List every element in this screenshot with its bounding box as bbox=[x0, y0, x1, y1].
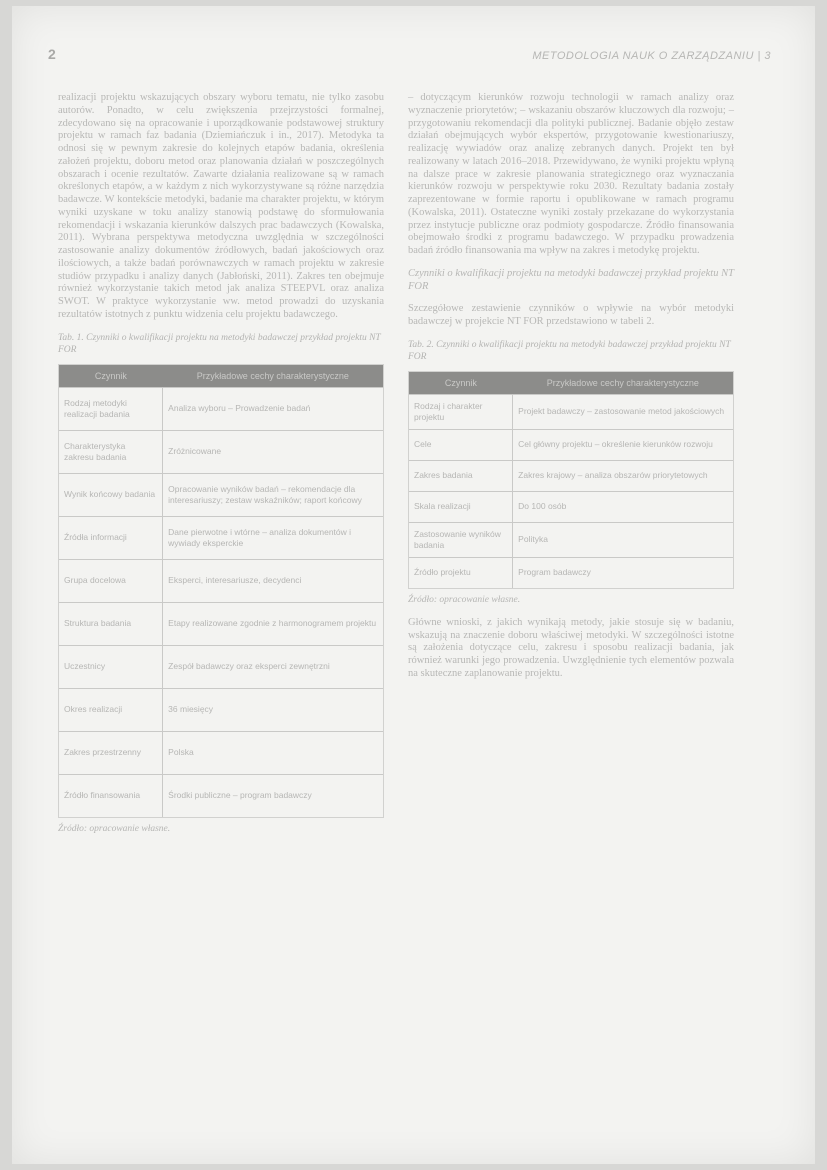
table-row bbox=[59, 731, 383, 774]
right-column bbox=[408, 92, 734, 691]
table-cell: Zakres krajowy – analiza obszarów priorytetowych bbox=[513, 460, 733, 491]
table-2 bbox=[408, 371, 734, 589]
table-cell: Polska bbox=[163, 731, 383, 774]
table-row bbox=[59, 645, 383, 688]
table-cell: Opracowanie wyników badań – rekomendacje dla interesariuszy; zestaw wskaźników; raport końcowy bbox=[163, 473, 383, 516]
table-cell: Skala realizacji bbox=[409, 491, 513, 522]
table-row bbox=[59, 774, 383, 817]
table-cell: 36 miesięcy bbox=[163, 688, 383, 731]
table-cell: Projekt badawczy – zastosowanie metod jakościowych bbox=[513, 394, 733, 429]
table-cell: Wynik końcowy badania bbox=[59, 473, 163, 516]
table-source: Źródło: opracowanie własne. bbox=[408, 594, 521, 605]
table-caption: Tab. 2. Czynniki o kwalifikacji projektu na metodyki badawczej przykład projektu NT FOR bbox=[408, 339, 731, 362]
table-row bbox=[59, 559, 383, 602]
table-cell: Okres realizacji bbox=[59, 688, 163, 731]
table-row bbox=[409, 491, 733, 522]
table-row bbox=[59, 688, 383, 731]
table-cell: Zakres badania bbox=[409, 460, 513, 491]
table-row bbox=[409, 394, 733, 429]
table-row bbox=[409, 429, 733, 460]
table-header-cell: Czynnik bbox=[59, 365, 163, 388]
table-cell: Etapy realizowane zgodnie z harmonogramem projektu bbox=[163, 602, 383, 645]
left-column bbox=[58, 92, 384, 846]
table-row bbox=[59, 473, 383, 516]
table-header-cell: Przykładowe cechy charakterystyczne bbox=[163, 365, 383, 388]
table-row bbox=[59, 430, 383, 473]
table-cell: Środki publiczne – program badawczy bbox=[163, 774, 383, 817]
running-title: METODOLOGIA NAUK O ZARZĄDZANIU | 3 bbox=[532, 50, 771, 62]
table-cell: Charakterystyka zakresu badania bbox=[59, 430, 163, 473]
table-row bbox=[59, 516, 383, 559]
table-cell: Cel główny projektu – określenie kierunków rozwoju bbox=[513, 429, 733, 460]
body-paragraph: Szczegółowe zestawienie czynników o wpływie na wybór metodyki badawczej w projekcie NT FOR przedstawiono w tabeli 2. bbox=[408, 303, 734, 327]
table-cell: Program badawczy bbox=[513, 557, 733, 588]
table-row bbox=[59, 602, 383, 645]
body-paragraph: realizacji projektu wskazujących obszary wyboru tematu, nie tylko zasobu autorów. Ponadto, w celu zwiększenia przejrzystości formalnej, zdecydowano się na opracowanie i uporządkowanie podstawowej struktury projektu w ramach faz badania (Dziemiańczuk i in., 2017). Metodyka ta odnosi się w pewnym zakresie do kolejnych etapów badania, określenia założeń projektu, doboru metod oraz planowania działań w poszczególnych obszarach i ocenie rezultatów. Zawarte działania realizowane są w ramach określonych etapów, a w każdym z nich wykorzystywane są różne narzędzia badawcze. W kontekście metodyki, badanie ma charakter projektu, w którym wyniki uzyskane w toku analizy stanowią podstawę do sformułowania rekomendacji i wskazania kierunków dalszych prac badawczych (Kowalska, 2011). Wybrana perspektywa metodyczna uwzględnia w szczególności zastosowanie analizy dokumentów źródłowych, badań jakościowych oraz ilościowych, a także badań porównawczych w ramach projektu w zakresie studiów przypadku i analizy danych (Jabłoński, 2011). Zakres ten obejmuje również wykorzystanie takich metod jak analiza STEEPVL oraz analiza SWOT. W praktyce wykorzystanie ww. metod prowadzi do uzyskania rezultatów istotnych z punktu widzenia celu projektu badawczego. bbox=[58, 92, 384, 320]
table-row bbox=[409, 522, 733, 557]
document-page bbox=[12, 6, 815, 1164]
table-cell: Polityka bbox=[513, 522, 733, 557]
table-cell: Zróżnicowane bbox=[163, 430, 383, 473]
table-row bbox=[409, 460, 733, 491]
table-cell: Zespół badawczy oraz eksperci zewnętrzni bbox=[163, 645, 383, 688]
table-source: Źródło: opracowanie własne. bbox=[58, 823, 171, 834]
table-cell: Źródło finansowania bbox=[59, 774, 163, 817]
table-caption: Tab. 1. Czynniki o kwalifikacji projektu na metodyki badawczej przykład projektu NT FOR bbox=[58, 332, 381, 355]
page-number: 2 bbox=[48, 46, 56, 62]
table-row bbox=[409, 557, 733, 588]
table-cell: Rodzaj metodyki realizacji badania bbox=[59, 387, 163, 430]
table-header-cell: Przykładowe cechy charakterystyczne bbox=[513, 372, 733, 395]
table-cell: Zastosowanie wyników badania bbox=[409, 522, 513, 557]
table-cell: Eksperci, interesariusze, decydenci bbox=[163, 559, 383, 602]
table-cell: Do 100 osób bbox=[513, 491, 733, 522]
table-cell: Analiza wyboru – Prowadzenie badań bbox=[163, 387, 383, 430]
body-paragraph: Główne wnioski, z jakich wynikają metody, jakie stosuje się w badaniu, wskazują na znaczenie doboru właściwej metodyki. W szczególności istotne są założenia dotyczące celu, zakresu i sposobu realizacji badania, jak również warunki jego prowadzenia. Uwzględnienie tych elementów pozwala na skuteczne zaplanowanie projektu. bbox=[408, 616, 734, 679]
table-cell: Uczestnicy bbox=[59, 645, 163, 688]
table-1 bbox=[58, 364, 384, 818]
page-header bbox=[12, 6, 815, 86]
table-cell: Dane pierwotne i wtórne – analiza dokumentów i wywiady eksperckie bbox=[163, 516, 383, 559]
table-cell: Źródło projektu bbox=[409, 557, 513, 588]
table-cell: Rodzaj i charakter projektu bbox=[409, 394, 513, 429]
table-cell: Cele bbox=[409, 429, 513, 460]
table-cell: Zakres przestrzenny bbox=[59, 731, 163, 774]
section-subheading: Czynniki o kwalifikacji projektu na metodyki badawczej przykład projektu NT FOR bbox=[408, 267, 734, 292]
table-cell: Źródła informacji bbox=[59, 516, 163, 559]
table-header-cell: Czynnik bbox=[409, 372, 513, 395]
table-cell: Grupa docelowa bbox=[59, 559, 163, 602]
table-cell: Struktura badania bbox=[59, 602, 163, 645]
table-row bbox=[59, 387, 383, 430]
body-paragraph: – dotyczącym kierunków rozwoju technologii w ramach analizy oraz wyznaczenie priorytetów; – wskazaniu obszarów kluczowych dla rozwoju; – przygotowaniu rekomendacji dla polityki publicznej. Badanie objęło zestaw działań obejmujących wybór ekspertów, przygotowanie kwestionariuszy, realizację wywiadów oraz analizę zebranych danych. Projekt ten był realizowany w latach 2016–2018. Przewidywano, że wyniki projektu wpłyną na dalsze prace w zakresie planowania strategicznego oraz wyznaczania kierunków rozwoju w perspektywie roku 2030. Rezultaty badania zostały zaprezentowane w formie raportu i opublikowane w ramach programu (Kowalska, 2011). Ostateczne wyniki zostały przekazane do wykorzystania przez instytucje publiczne oraz podmioty gospodarcze. Źródło finansowania obejmowało środki z programu badawczego. W przypadku prowadzenia badań źródło finansowania ma wpływ na zakres i metodykę projektu. bbox=[408, 92, 734, 256]
